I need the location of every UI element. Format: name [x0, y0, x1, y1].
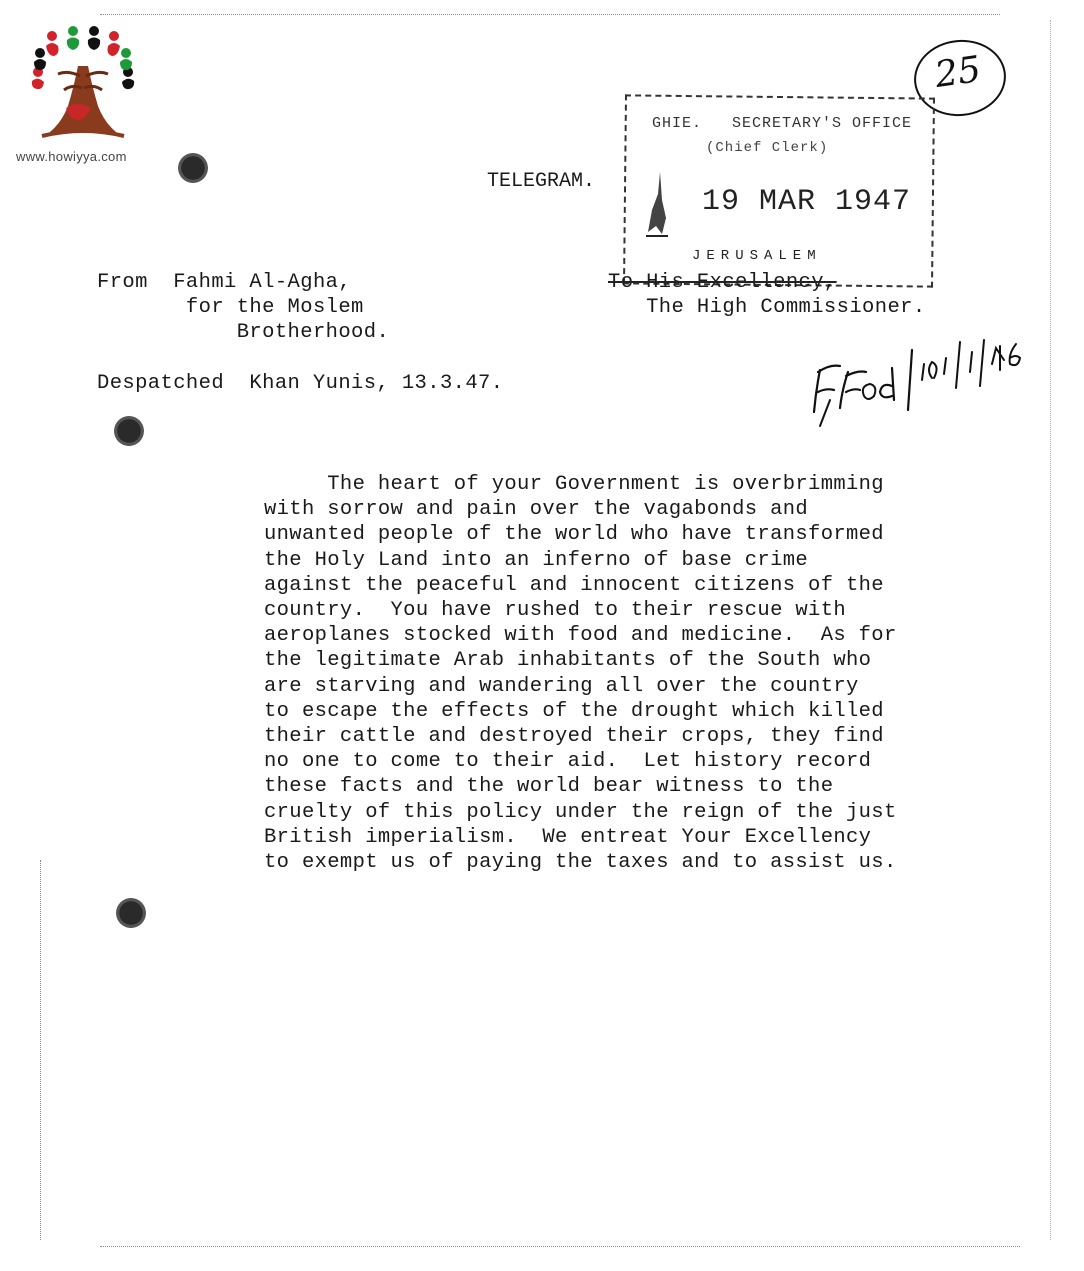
body-line: unwanted people of the world who have transformed: [264, 523, 884, 547]
recipient-line1: To His Excellency,: [608, 271, 837, 294]
handwritten-file-reference: [800, 330, 1030, 440]
scan-edge-top: [100, 14, 1000, 15]
scan-edge-left: [40, 860, 41, 1240]
sender-line3: Brotherhood.: [236, 321, 390, 344]
body-line: cruelty of this policy under the reign of the just: [264, 800, 897, 824]
from-prefix: From: [97, 271, 148, 294]
scan-edge-bottom: [100, 1246, 1020, 1247]
punch-hole-icon: [114, 416, 144, 446]
punch-hole-icon: [116, 898, 146, 928]
despatched-line: Despatched Khan Yunis, 13.3.47.: [97, 372, 504, 395]
body-line: country. You have rushed to their rescue with: [264, 599, 846, 623]
body-line: aeroplanes stocked with food and medicine. As for: [264, 624, 897, 648]
sender-line2: for the Moslem: [185, 296, 364, 319]
sender-block: [97, 270, 389, 345]
punch-hole-icon: [178, 153, 208, 183]
body-line: The heart of your Government is overbrimming: [264, 473, 884, 496]
stamp-emblem-icon: [642, 170, 672, 240]
telegram-heading: TELEGRAM.: [487, 170, 596, 193]
stamp-date: 19 MAR 1947: [702, 185, 912, 219]
body-line: with sorrow and pain over the vagabonds and: [264, 498, 809, 522]
body-line: to escape the effects of the drought which killed: [264, 699, 884, 723]
recipient-block: [608, 270, 926, 320]
body-line: are starving and wandering all over the country: [264, 674, 859, 698]
stamp-subtitle: (Chief Clerk): [706, 140, 829, 156]
body-line: these facts and the world bear witness to the: [264, 775, 834, 799]
folio-number: 25: [932, 49, 984, 96]
body-line: their cattle and destroyed their crops, they find: [264, 725, 884, 749]
body-line: against the peaceful and innocent citizens of the: [264, 573, 884, 597]
stamp-city: JERUSALEM: [692, 248, 822, 264]
sender-name: Fahmi Al-Agha,: [173, 271, 352, 294]
howiyya-logo-icon: [28, 26, 138, 146]
body-line: the Holy Land into an inferno of base crime: [264, 548, 809, 572]
body-line: British imperialism. We entreat Your Excellency: [264, 825, 872, 849]
body-line: to exempt us of paying the taxes and to assist us.: [264, 851, 897, 875]
scan-edge-right: [1050, 20, 1051, 1240]
body-line: the legitimate Arab inhabitants of the South who: [264, 649, 872, 673]
recipient-line2: The High Commissioner.: [646, 296, 926, 319]
logo-url: www.howiyya.com: [16, 149, 127, 164]
stamp-office: GHIE. SECRETARY'S OFFICE: [652, 115, 913, 132]
body-line: no one to come to their aid. Let history record: [264, 750, 872, 774]
telegram-body: [264, 472, 897, 875]
